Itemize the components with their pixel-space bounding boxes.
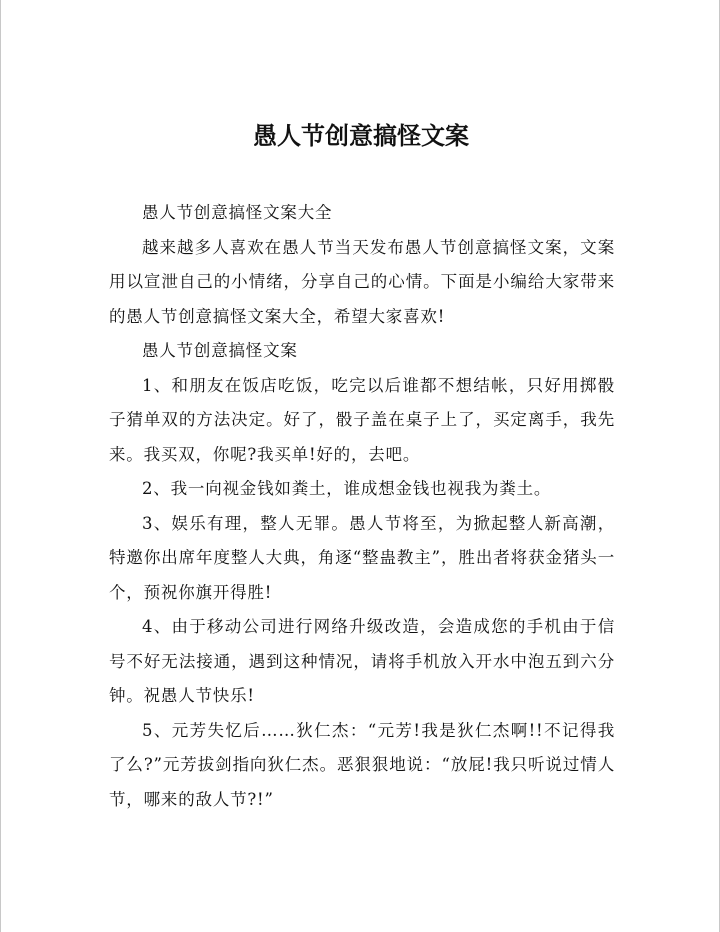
- list-item: 5、元芳失忆后……狄仁杰：“元芳!我是狄仁杰啊!!不记得我了么?”元芳拔剑指向狄仁杰。恶狠狠地说：“放屁!我只听说过情人节，哪来的敌人节?!”: [109, 720, 615, 809]
- list-item: 4、由于移动公司进行网络升级改造，会造成您的手机由于信号不好无法接通，遇到这种情况，请将手机放入开水中泡五到六分钟。祝愚人节快乐!: [109, 617, 615, 705]
- intro-paragraph: 越来越多人喜欢在愚人节当天发布愚人节创意搞怪文案，文案用以宣泄自己的小情绪，分享自己的心情。下面是小编给大家带来的愚人节创意搞怪文案大全，希望大家喜欢!: [109, 237, 615, 326]
- page-title: 愚人节创意搞怪文案: [253, 121, 469, 150]
- list-item: 2、我一向视金钱如粪土，谁成想金钱也视我为粪土。: [142, 479, 552, 498]
- list-item: 3、娱乐有理，整人无罪。愚人节将至，为掀起整人新高潮，特邀你出席年度整人大典，角逐“整蛊教主”，胜出者将获金猪头一个，预祝你旗开得胜!: [109, 513, 615, 602]
- section-heading: 愚人节创意搞怪文案: [142, 341, 298, 360]
- list-item: 1、和朋友在饭店吃饭，吃完以后谁都不想结帐，只好用掷骰子猜单双的方法决定。好了，骰子盖在桌子上了，买定离手，我先来。我买双，你呢?我买单!好的，去吧。: [109, 375, 615, 464]
- document-body: [109, 196, 615, 817]
- section-heading: 愚人节创意搞怪文案大全: [142, 203, 333, 222]
